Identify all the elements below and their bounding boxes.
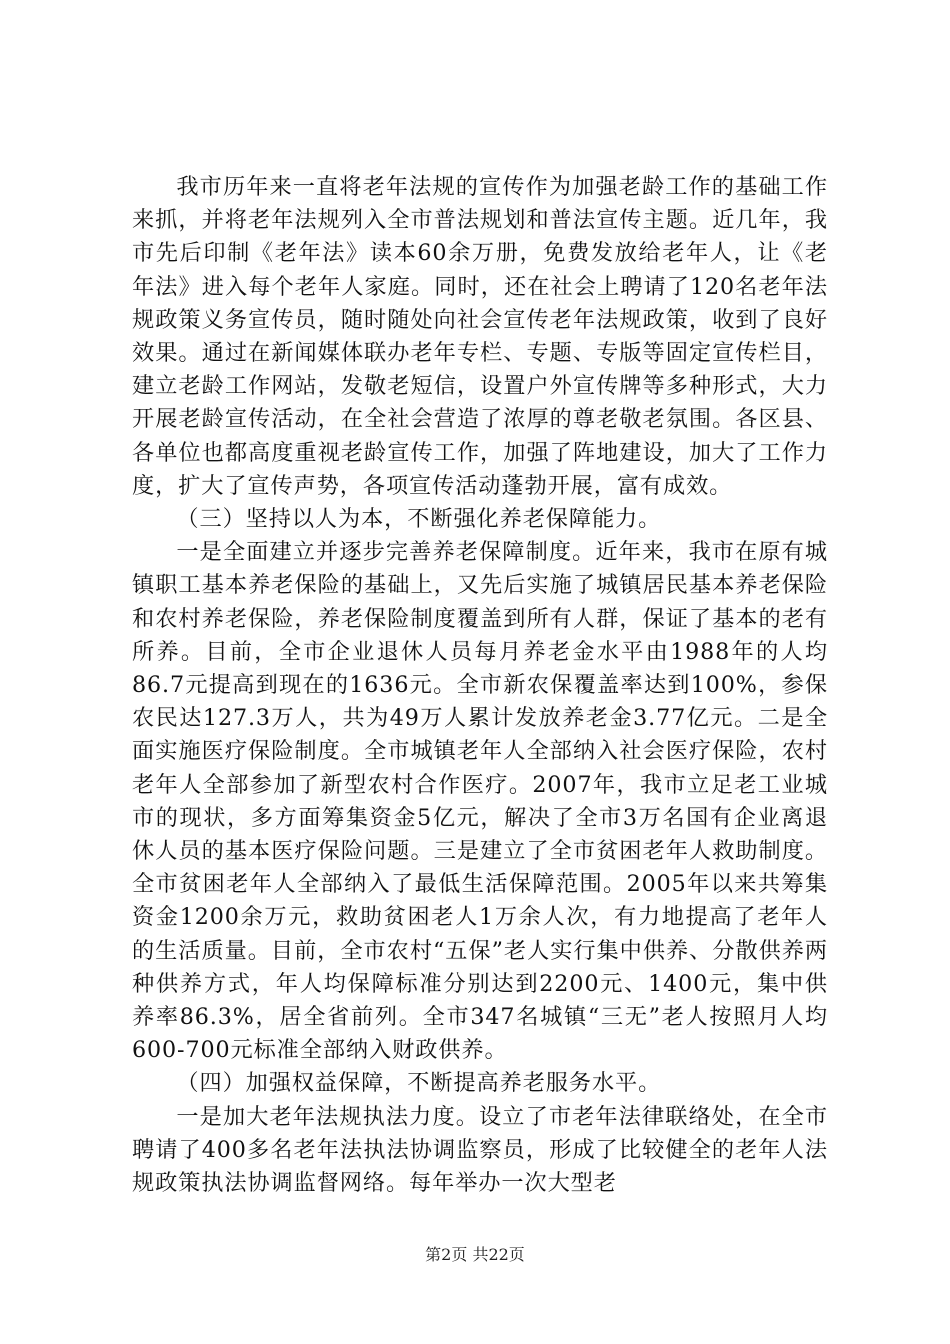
document-body: [132, 171, 828, 1200]
section-heading-4: （四）加强权益保障，不断提高养老服务水平。: [176, 1070, 662, 1097]
paragraph-law-enforcement: 一是加大老年法规执法力度。设立了市老年法律联络处，在全市聘请了400多名老年法执法协调监察员，形成了比较健全的老年人法规政策执法协调监督网络。每年举办一次大型老: [132, 1103, 828, 1197]
paragraph-publicity: 我市历年来一直将老年法规的宣传作为加强老龄工作的基础工作来抓，并将老年法规列入全市普法规划和普法宣传主题。近几年，我市先后印制《老年法》读本60余万册，免费发放给老年人，让《老年法》进入每个老年人家庭。同时，还在社会上聘请了120名老年法规政策义务宣传员，随时随处向社会宣传老年法规政策，收到了良好效果。通过在新闻媒体联办老年专栏、专题、专版等固定宣传栏目，建立老龄工作网站，发敬老短信，设置户外宣传牌等多种形式，大力开展老龄宣传活动，在全社会营造了浓厚的尊老敬老氛围。各区县、各单位也都高度重视老龄宣传工作，加强了阵地建设，加大了工作力度，扩大了宣传声势，各项宣传活动蓬勃开展，富有成效。: [132, 174, 828, 499]
page-footer: 第2页 共22页: [425, 1245, 525, 1264]
paragraph-pension-security: 一是全面建立并逐步完善养老保障制度。近年来，我市在原有城镇职工基本养老保险的基础上，又先后实施了城镇居民基本养老保险和农村养老保险，养老保险制度覆盖到所有人群，保证了基本的老有所养。目前，全市企业退休人员每月养老金水平由1988年的人均86.7元提高到现在的1636元。全市新农保覆盖率达到100%，参保农民达127.3万人，共为49万人累计发放养老金3.77亿元。二是全面实施医疗保险制度。全市城镇老年人全部纳入社会医疗保险，农村老年人全部参加了新型农村合作医疗。2007年，我市立足老工业城市的现状，多方面筹集资金5亿元，解决了全市3万名国有企业离退休人员的基本医疗保险问题。三是建立了全市贫困老年人救助制度。全市贫困老年人全部纳入了最低生活保障范围。2005年以来共筹集资金1200余万元，救助贫困老人1万余人次，有力地提高了老年人的生活质量。目前，全市农村“五保”老人实行集中供养、分散供养两种供养方式，年人均保障标准分别达到2200元、1400元，集中供养率86.3%，居全省前列。全市347名城镇“三无”老人按照月人均600-700元标准全部纳入财政供养。: [132, 539, 828, 1064]
section-heading-3: （三）坚持以人为本，不断强化养老保障能力。: [176, 506, 662, 533]
